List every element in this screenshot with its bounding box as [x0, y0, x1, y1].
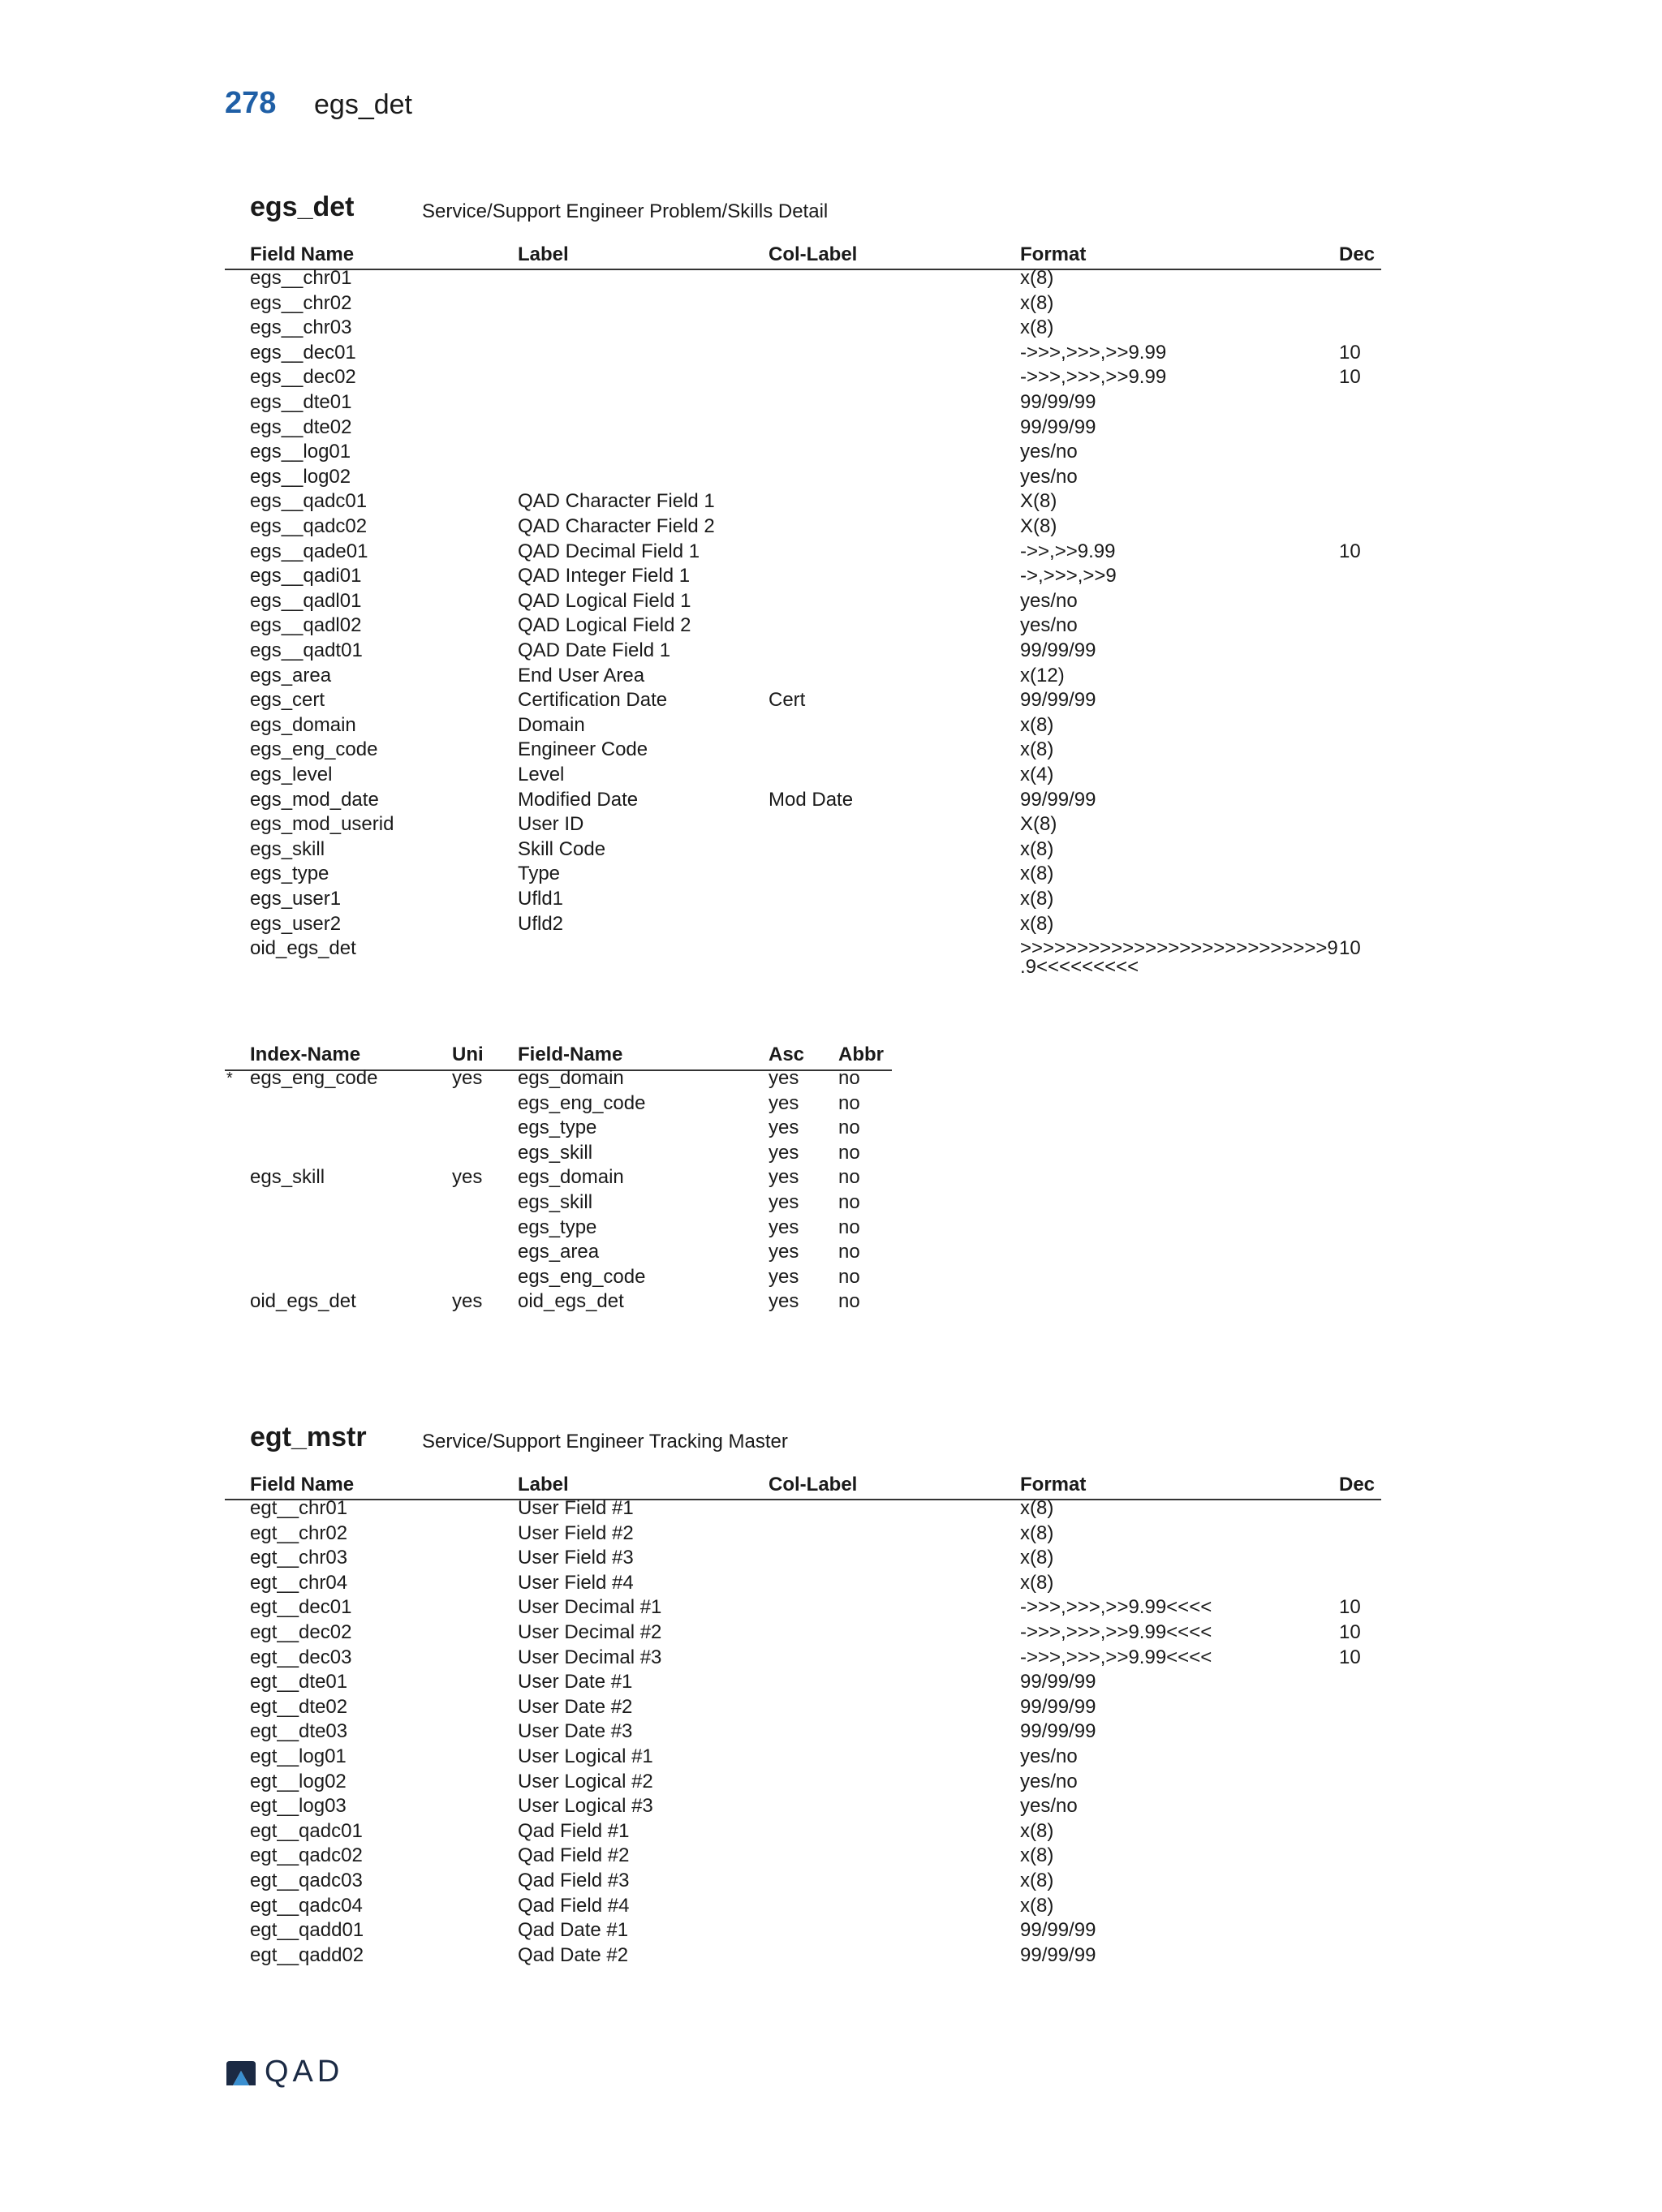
table-cell: x(8): [1020, 1547, 1054, 1569]
table-cell: egt__chr03: [250, 1547, 348, 1569]
table-cell: User Field #4: [518, 1571, 634, 1594]
header-rule: [225, 1499, 1381, 1500]
table-cell: 99/99/99: [1020, 689, 1096, 712]
index-cell: oid_egs_det: [250, 1290, 356, 1313]
table-cell: Qad Field #4: [518, 1894, 630, 1917]
index-column-header: Abbr: [838, 1044, 884, 1065]
table-cell: QAD Character Field 2: [518, 515, 715, 537]
table-cell: 99/99/99: [1020, 1695, 1096, 1718]
table-cell: egs__qadc02: [250, 515, 368, 537]
index-cell: egs_domain: [518, 1166, 624, 1189]
format-continuation: .9<<<<<<<<<: [1020, 955, 1139, 978]
table-cell: X(8): [1020, 490, 1057, 513]
table-cell: 10: [1339, 937, 1361, 960]
table-cell: egs_level: [250, 764, 333, 785]
table-cell: Level: [518, 764, 565, 785]
table-cell: x(8): [1020, 837, 1054, 860]
table-cell: egs__qadc01: [250, 490, 368, 513]
index-cell: egs_type: [518, 1117, 597, 1139]
table-cell: x(8): [1020, 713, 1054, 736]
table-cell: User Field #3: [518, 1547, 634, 1569]
table-cell: ->>>,>>>,>>9.99<<<<: [1020, 1646, 1212, 1668]
table-cell: egt__dte02: [250, 1695, 348, 1718]
table-cell: 99/99/99: [1020, 391, 1096, 413]
table-cell: x(4): [1020, 764, 1054, 785]
table-cell: Qad Date #2: [518, 1943, 629, 1966]
table-cell: yes/no: [1020, 589, 1078, 612]
primary-index-marker: *: [226, 1069, 233, 1087]
table-cell: User Date #1: [518, 1671, 633, 1693]
table-cell: egs_area: [250, 664, 332, 686]
table-cell: Modified Date: [518, 788, 639, 811]
column-header: Dec: [1339, 243, 1376, 265]
table-cell: egs__log01: [250, 441, 351, 463]
table-cell: x(8): [1020, 863, 1054, 885]
table-cell: QAD Date Field 1: [518, 639, 671, 661]
table-cell: x(8): [1020, 1819, 1054, 1842]
table-cell: Skill Code: [518, 837, 606, 860]
table-cell: egs_eng_code: [250, 738, 378, 761]
index-cell: no: [838, 1091, 860, 1114]
table-cell: User Logical #3: [518, 1795, 653, 1818]
table-cell: egt__chr01: [250, 1497, 348, 1519]
column-header: Dec: [1339, 1474, 1376, 1495]
table-cell: X(8): [1020, 813, 1057, 836]
column-header: Label: [518, 1474, 569, 1495]
table-cell: egs_user1: [250, 888, 342, 910]
table-cell: egt__dec03: [250, 1646, 352, 1668]
index-cell: yes: [769, 1091, 799, 1114]
table-cell: yes/no: [1020, 1770, 1078, 1792]
table-description: Service/Support Engineer Problem/Skills Detail: [422, 200, 829, 222]
table-cell: ->>>,>>>,>>9.99<<<<: [1020, 1596, 1212, 1619]
table-cell: User Decimal #3: [518, 1646, 662, 1668]
table-cell: x(8): [1020, 1844, 1054, 1867]
index-cell: yes: [452, 1067, 483, 1089]
index-cell: no: [838, 1067, 860, 1089]
table-cell: egt__log01: [250, 1745, 347, 1767]
table-cell: QAD Decimal Field 1: [518, 540, 700, 562]
table-cell: egt__dec01: [250, 1596, 352, 1619]
table-cell: egs_mod_userid: [250, 813, 394, 836]
index-cell: yes: [769, 1067, 799, 1089]
index-cell: egs_eng_code: [250, 1067, 378, 1089]
table-cell: ->,>>>,>>9: [1020, 565, 1117, 587]
index-cell: yes: [769, 1265, 799, 1288]
column-header: Field Name: [250, 243, 355, 265]
table-cell: egs_mod_date: [250, 788, 379, 811]
table-cell: egt__qadc01: [250, 1819, 363, 1842]
table-cell: User Field #1: [518, 1497, 634, 1519]
table-cell: x(8): [1020, 316, 1054, 339]
table-cell: Qad Date #1: [518, 1919, 629, 1942]
table-cell: Qad Field #3: [518, 1870, 630, 1891]
table-cell: 99/99/99: [1020, 1943, 1096, 1966]
table-cell: egt__dte03: [250, 1720, 348, 1743]
table-cell: User Logical #2: [518, 1770, 653, 1792]
table-cell: egt__qadc04: [250, 1894, 363, 1917]
table-description: Service/Support Engineer Tracking Master: [422, 1431, 788, 1452]
table-cell: User ID: [518, 813, 584, 836]
table-cell: Engineer Code: [518, 738, 648, 761]
index-cell: oid_egs_det: [518, 1290, 624, 1313]
table-cell: 10: [1339, 540, 1361, 562]
table-cell: egt__log03: [250, 1795, 347, 1818]
table-cell: yes/no: [1020, 614, 1078, 637]
logo-text: QAD: [265, 2055, 344, 2089]
table-cell: egs__dte02: [250, 415, 352, 438]
index-cell: yes: [769, 1191, 799, 1213]
table-cell: egt__dte01: [250, 1671, 348, 1693]
table-cell: egs__dte01: [250, 391, 352, 413]
table-cell: egt__qadd02: [250, 1943, 364, 1966]
table-cell: yes/no: [1020, 441, 1078, 463]
index-cell: no: [838, 1265, 860, 1288]
index-column-header: Uni: [452, 1044, 484, 1065]
index-cell: egs_eng_code: [518, 1091, 646, 1114]
table-cell: x(12): [1020, 664, 1065, 686]
index-cell: yes: [769, 1216, 799, 1238]
index-cell: egs_eng_code: [518, 1265, 646, 1288]
table-cell: QAD Character Field 1: [518, 490, 715, 513]
index-cell: no: [838, 1141, 860, 1164]
table-cell: 10: [1339, 1646, 1361, 1668]
table-cell: QAD Logical Field 2: [518, 614, 691, 637]
table-cell: x(8): [1020, 291, 1054, 314]
table-cell: User Date #2: [518, 1695, 633, 1718]
table-cell: User Field #2: [518, 1521, 634, 1544]
table-cell: Ufld1: [518, 888, 564, 910]
table-cell: 10: [1339, 341, 1361, 364]
table-cell: egs__qade01: [250, 540, 368, 562]
table-cell: User Decimal #1: [518, 1596, 662, 1619]
table-cell: 99/99/99: [1020, 1919, 1096, 1942]
table-cell: Cert: [769, 689, 806, 712]
table-cell: 99/99/99: [1020, 788, 1096, 811]
index-cell: egs_area: [518, 1241, 600, 1263]
table-cell: X(8): [1020, 515, 1057, 537]
table-cell: Ufld2: [518, 912, 564, 935]
table-name: egs_det: [250, 192, 355, 222]
column-header: Format: [1020, 1474, 1087, 1495]
index-column-header: Field-Name: [518, 1044, 623, 1065]
table-cell: egt__chr02: [250, 1521, 348, 1544]
column-header: Col-Label: [769, 243, 858, 265]
table-cell: x(8): [1020, 1870, 1054, 1891]
table-cell: 99/99/99: [1020, 1671, 1096, 1693]
table-cell: ->>>,>>>,>>9.99<<<<: [1020, 1621, 1212, 1643]
table-cell: egs_skill: [250, 837, 325, 860]
index-cell: egs_skill: [518, 1191, 593, 1213]
index-cell: yes: [769, 1141, 799, 1164]
index-cell: egs_domain: [518, 1067, 624, 1089]
table-cell: yes/no: [1020, 1795, 1078, 1818]
table-cell: Domain: [518, 713, 585, 736]
index-cell: no: [838, 1117, 860, 1139]
table-cell: egt__qadc02: [250, 1844, 363, 1867]
table-cell: Qad Field #2: [518, 1844, 630, 1867]
index-cell: yes: [452, 1166, 483, 1189]
column-header: Field Name: [250, 1474, 355, 1495]
table-cell: ->>>,>>>,>>9.99: [1020, 341, 1167, 364]
table-cell: egs__chr03: [250, 316, 352, 339]
table-cell: User Logical #1: [518, 1745, 653, 1767]
table-cell: 10: [1339, 1596, 1361, 1619]
table-cell: User Date #3: [518, 1720, 633, 1743]
table-name: egt_mstr: [250, 1422, 367, 1452]
table-cell: egs__qadl02: [250, 614, 362, 637]
table-cell: x(8): [1020, 1571, 1054, 1594]
table-cell: egt__qadc03: [250, 1870, 363, 1891]
table-cell: egt__log02: [250, 1770, 347, 1792]
table-cell: x(8): [1020, 1497, 1054, 1519]
index-cell: egs_skill: [518, 1141, 593, 1164]
index-cell: yes: [769, 1166, 799, 1189]
column-header: Label: [518, 243, 569, 265]
table-cell: x(8): [1020, 738, 1054, 761]
table-cell: QAD Integer Field 1: [518, 565, 691, 587]
table-cell: egs__log02: [250, 465, 351, 488]
table-cell: x(8): [1020, 888, 1054, 910]
qad-logo-icon: [225, 2059, 257, 2087]
page-number: 278: [225, 86, 277, 120]
table-cell: 99/99/99: [1020, 415, 1096, 438]
column-header: Col-Label: [769, 1474, 858, 1495]
table-cell: egs__chr01: [250, 267, 352, 289]
table-cell: egs__dec02: [250, 366, 356, 389]
table-cell: Certification Date: [518, 689, 668, 712]
table-cell: >>>>>>>>>>>>>>>>>>>>>>>>>>>9: [1020, 937, 1338, 960]
table-cell: egs__qadi01: [250, 565, 362, 587]
table-cell: 99/99/99: [1020, 1720, 1096, 1743]
table-cell: ->>>,>>>,>>9.99: [1020, 366, 1167, 389]
table-cell: Qad Field #1: [518, 1819, 630, 1842]
index-cell: no: [838, 1191, 860, 1213]
table-cell: egs__dec01: [250, 341, 356, 364]
table-cell: egs_domain: [250, 713, 356, 736]
table-cell: 99/99/99: [1020, 639, 1096, 661]
table-cell: egt__chr04: [250, 1571, 348, 1594]
table-cell: End User Area: [518, 664, 645, 686]
table-cell: egs__chr02: [250, 291, 352, 314]
table-cell: yes/no: [1020, 1745, 1078, 1767]
page-header-title: egs_det: [314, 89, 412, 120]
table-cell: x(8): [1020, 1521, 1054, 1544]
table-cell: Type: [518, 863, 561, 885]
table-cell: egs_cert: [250, 689, 325, 712]
table-cell: egs__qadl01: [250, 589, 362, 612]
table-cell: ->>,>>9.99: [1020, 540, 1116, 562]
table-cell: 10: [1339, 1621, 1361, 1643]
index-cell: yes: [769, 1290, 799, 1313]
index-column-header: Asc: [769, 1044, 805, 1065]
table-cell: egs_type: [250, 863, 329, 885]
index-cell: yes: [769, 1117, 799, 1139]
index-cell: no: [838, 1216, 860, 1238]
index-cell: yes: [452, 1290, 483, 1313]
table-cell: x(8): [1020, 267, 1054, 289]
index-cell: no: [838, 1166, 860, 1189]
table-cell: egt__qadd01: [250, 1919, 364, 1942]
table-cell: User Decimal #2: [518, 1621, 662, 1643]
index-cell: yes: [769, 1241, 799, 1263]
table-cell: yes/no: [1020, 465, 1078, 488]
table-cell: x(8): [1020, 912, 1054, 935]
index-cell: egs_skill: [250, 1166, 325, 1189]
table-cell: x(8): [1020, 1894, 1054, 1917]
index-cell: egs_type: [518, 1216, 597, 1238]
column-header: Format: [1020, 243, 1087, 265]
table-cell: Mod Date: [769, 788, 854, 811]
header-rule: [225, 269, 1381, 270]
index-cell: no: [838, 1241, 860, 1263]
table-cell: egs__qadt01: [250, 639, 363, 661]
table-cell: QAD Logical Field 1: [518, 589, 691, 612]
index-column-header: Index-Name: [250, 1044, 361, 1065]
table-cell: oid_egs_det: [250, 937, 356, 960]
table-cell: egt__dec02: [250, 1621, 352, 1643]
index-cell: no: [838, 1290, 860, 1313]
table-cell: 10: [1339, 366, 1361, 389]
table-cell: egs_user2: [250, 912, 342, 935]
